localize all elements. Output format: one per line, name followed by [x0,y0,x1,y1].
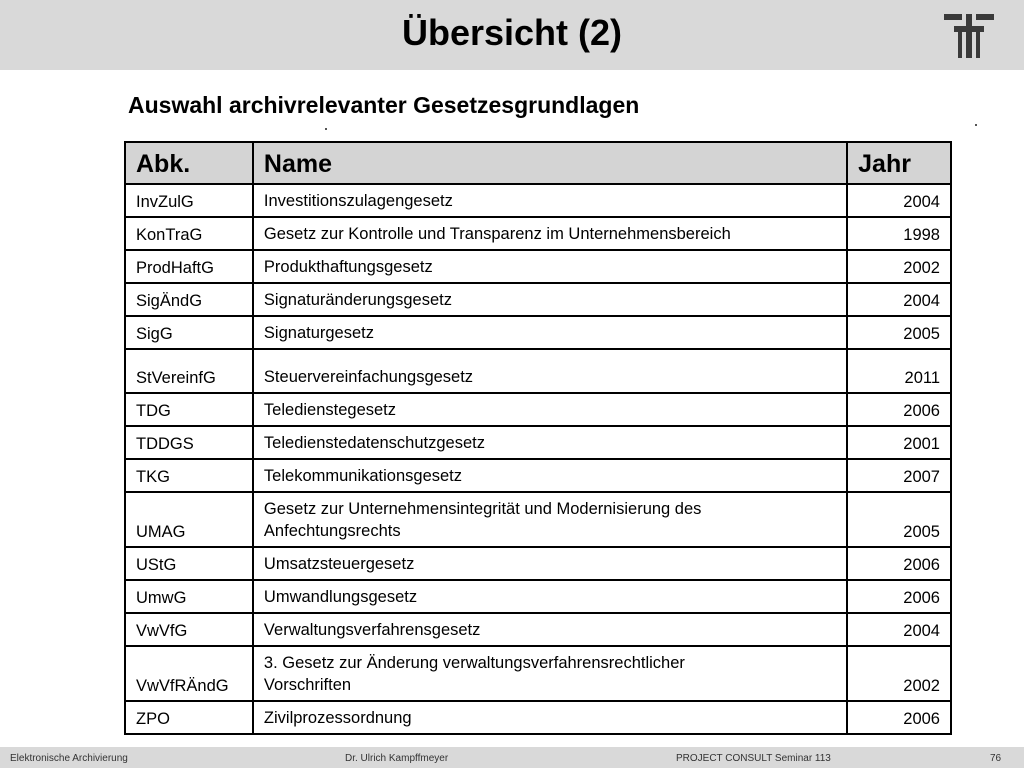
cell-abk: InvZulG [125,184,253,217]
cell-jahr: 2011 [847,349,951,393]
table-row [125,701,951,734]
cell-jahr: 2004 [847,283,951,316]
cell-name: Teledienstegesetz [253,393,847,426]
cell-name-line2: Vorschriften [263,676,352,694]
table-row [125,646,951,701]
footer-seminar: PROJECT CONSULT Seminar 113 [676,753,831,764]
cell-name: Signaturgesetz [253,316,847,349]
footer-bar [0,747,1024,768]
cell-jahr: 2002 [847,250,951,283]
cell-name: Investitionszulagengesetz [253,184,847,217]
cell-jahr: 2006 [847,393,951,426]
cell-jahr: 2004 [847,613,951,646]
cell-jahr: 2004 [847,184,951,217]
cell-name: Umsatzsteuergesetz [253,547,847,580]
cell-abk: ProdHaftG [125,250,253,283]
cell-name [253,646,847,701]
cell-name: Signaturänderungsgesetz [253,283,847,316]
cell-abk: UMAG [125,492,253,547]
table-row [125,250,951,283]
cell-abk: SigG [125,316,253,349]
cell-abk: SigÄndG [125,283,253,316]
cell-jahr: 2005 [847,492,951,547]
cell-jahr: 2006 [847,580,951,613]
cell-jahr: 1998 [847,217,951,250]
cell-name: Produkthaftungsgesetz [253,250,847,283]
cell-jahr: 2002 [847,646,951,701]
header-bar [0,0,1024,70]
column-header-name: Name [253,142,847,184]
footer-course: Elektronische Archivierung [10,753,128,764]
cell-abk: UStG [125,547,253,580]
footer-author: Dr. Ulrich Kampffmeyer [345,753,449,764]
cell-abk: ZPO [125,701,253,734]
cell-abk: UmwG [125,580,253,613]
cell-abk: TKG [125,459,253,492]
cell-jahr: 2001 [847,426,951,459]
cell-name: Verwaltungsverfahrensgesetz [253,613,847,646]
cell-name: Gesetz zur Kontrolle und Transparenz im Unternehmensbereich [253,217,847,250]
table-row [125,613,951,646]
table-row [125,349,951,393]
cell-abk: KonTraG [125,217,253,250]
table-row [125,580,951,613]
decorative-dot [325,128,327,130]
cell-name: Zivilprozessordnung [253,701,847,734]
table-row [125,459,951,492]
cell-abk: VwVfG [125,613,253,646]
cell-abk: StVereinfG [125,349,253,393]
cell-name-line1: 3. Gesetz zur Änderung verwaltungsverfahrensrechtlicher [263,654,685,672]
decorative-dot [975,124,977,126]
cell-name: Telekommunikationsgesetz [253,459,847,492]
cell-abk: TDDGS [125,426,253,459]
cell-jahr: 2006 [847,547,951,580]
slide-title: Übersicht (2) [401,12,623,53]
table-row [125,393,951,426]
project-consult-logo [944,14,994,58]
column-header-jahr: Jahr [847,142,951,184]
table-row [125,316,951,349]
table-row [125,426,951,459]
table-header-row [125,142,951,184]
cell-jahr: 2007 [847,459,951,492]
table-row [125,283,951,316]
table-row [125,217,951,250]
cell-abk: VwVfRÄndG [125,646,253,701]
column-header-abk: Abk. [125,142,253,184]
cell-abk: TDG [125,393,253,426]
cell-name-line1: Gesetz zur Unternehmensintegrität und Modernisierung des [263,500,702,518]
cell-name [253,492,847,547]
cell-name: Umwandlungsgesetz [253,580,847,613]
cell-name-line2: Anfechtungsrechts [263,522,401,540]
footer-page-number: 76 [990,753,1002,764]
table-row [125,492,951,547]
cell-name: Steuervereinfachungsgesetz [253,349,847,393]
subtitle: Auswahl archivrelevanter Gesetzesgrundlagen [128,92,640,118]
cell-jahr: 2006 [847,701,951,734]
laws-table [124,141,952,735]
table-row [125,184,951,217]
table-row [125,547,951,580]
cell-name: Teledienstedatenschutzgesetz [253,426,847,459]
cell-jahr: 2005 [847,316,951,349]
